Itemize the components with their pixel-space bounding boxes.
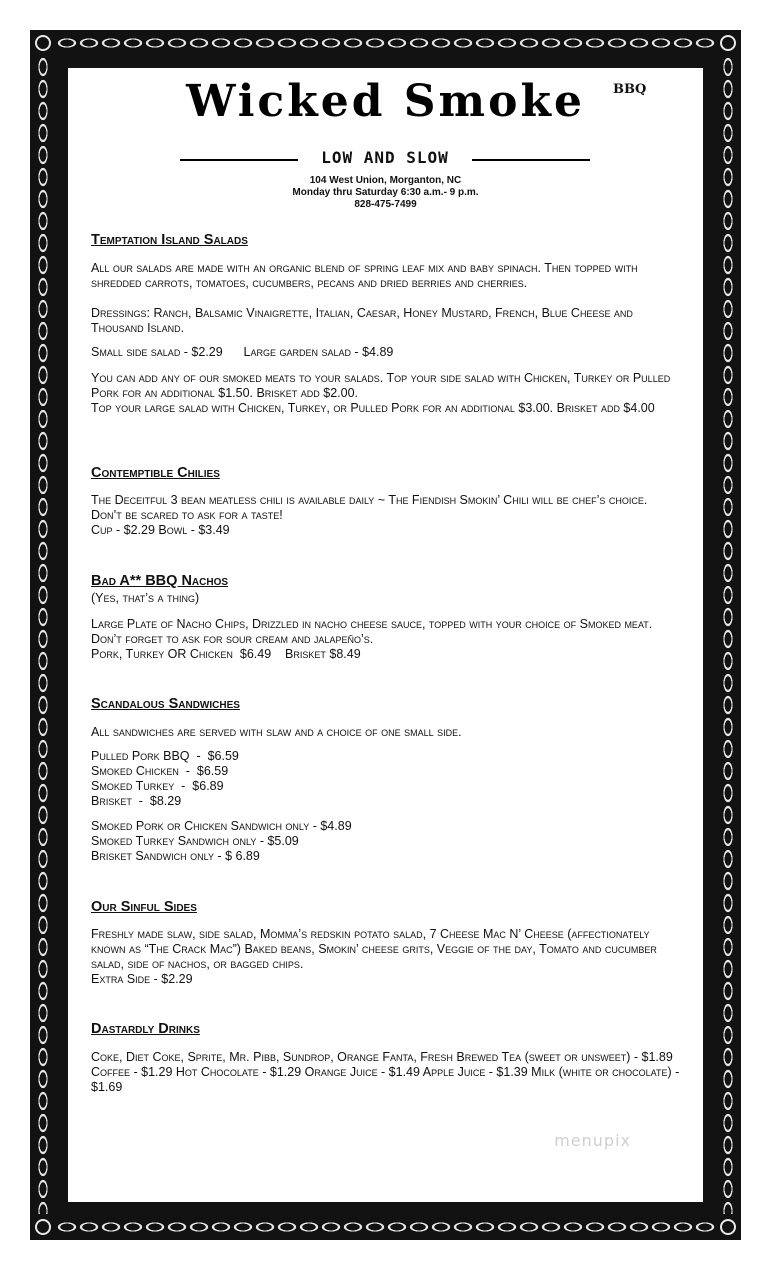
tagline: LOW AND SLOW	[321, 148, 449, 167]
menu-item: Smoked Turkey Sandwich only - $5.09	[91, 834, 299, 848]
menu-item: Smoked Pork or Chicken Sandwich only - $4.89	[91, 819, 352, 833]
chilies-prices: Cup - $2.29 Bowl - $3.49	[91, 523, 230, 537]
corner-ornament-icon	[30, 30, 56, 56]
menu-item: Brisket Sandwich only - $ 6.89	[91, 849, 260, 863]
salads-dressings: Dressings: Ranch, Balsamic Vinaigrette, Italian, Caesar, Honey Mustard, French, Blue Cheese and Thousand Island.	[91, 306, 633, 335]
drinks-text: Coke, Diet Coke, Sprite, Mr. Pibb, Sundrop, Orange Fanta, Fresh Brewed Tea (sweet or unsweet) - $1.89 Coffee - $1.29 Hot Chocolate - $1.29 Orange Juice - $1.49 Apple Juice - $1.39 Milk (white or chocolate) - $1.69	[91, 1050, 680, 1094]
chilies-text: The Deceitful 3 bean meatless chili is available daily ~ The Fiendish Smokin’ Chili will be chef’s choice. Don’t be scared to ask for a taste!	[91, 493, 648, 522]
section-title-nachos: Bad A** BBQ Nachos	[91, 573, 229, 589]
divider-line	[472, 159, 590, 161]
sandwiches-text: All sandwiches are served with slaw and a choice of one small side.	[91, 725, 462, 739]
chain-border-bottom	[56, 1214, 715, 1240]
phone: 828-475-7499	[354, 199, 417, 210]
tagline-row	[180, 148, 590, 170]
menu-item: Brisket - $8.29	[91, 794, 182, 808]
nachos-prices: Pork, Turkey OR Chicken $6.49 Brisket $8.49	[91, 647, 361, 661]
sides-extra: Extra Side - $2.29	[91, 972, 193, 986]
corner-ornament-icon	[30, 1214, 56, 1240]
watermark: menupix	[554, 1131, 631, 1150]
section-title-sandwiches: Scandalous Sandwiches	[91, 696, 240, 712]
menu-item: Smoked Chicken - $6.59	[91, 764, 229, 778]
nachos-text: Large Plate of Nacho Chips, Drizzled in nacho cheese sauce, topped with your choice of Smoked meat. Don’t forget to ask for sour cream and jalapeño’s.	[91, 617, 653, 646]
brand-header	[68, 76, 703, 127]
salads-intro: All our salads are made with an organic blend of spring leaf mix and baby spinach. Then topped with shredded carrots, tomatoes, cucumbers, pecans and dried berries and cherries.	[91, 261, 638, 290]
salads-addons: You can add any of our smoked meats to your salads. Top your side salad with Chicken, Turkey or Pulled Pork for an additional $1.50. Brisket add $2.00.	[91, 371, 671, 400]
corner-ornament-icon	[715, 30, 741, 56]
menu-page	[68, 68, 703, 1202]
menu-item: Pulled Pork BBQ - $6.59	[91, 749, 239, 763]
chain-border-right	[715, 56, 741, 1214]
salads-prices: Small side salad - $2.29 Large garden salad - $4.89	[91, 345, 394, 359]
nachos-subtitle: (Yes, that’s a thing)	[91, 591, 200, 605]
restaurant-name: Wicked Smoke	[186, 76, 585, 127]
corner-ornament-icon	[715, 1214, 741, 1240]
section-title-sides: Our Sinful Sides	[91, 899, 197, 915]
section-title-salads: Temptation Island Salads	[91, 232, 248, 248]
address: 104 West Union, Morganton, NC	[309, 175, 462, 186]
sides-text: Freshly made slaw, side salad, Momma’s redskin potato salad, 7 Cheese Mac N’ Cheese (affectionately known as “The Crack Mac”) Baked beans, Smokin’ cheese grits, Veggie of the day, Tomato and cucumber salad, side of nachos, or bagged chips.	[91, 927, 657, 971]
salads-addons-large: Top your large salad with Chicken, Turkey, or Pulled Pork for an additional $3.00. Brisket add $4.00	[91, 401, 655, 415]
chain-border-left	[30, 56, 56, 1214]
bbq-label: BBQ	[613, 82, 647, 97]
chain-border-top	[56, 30, 715, 56]
section-title-drinks: Dastardly Drinks	[91, 1021, 200, 1037]
section-title-chilies: Contemptible Chilies	[91, 465, 220, 481]
hours: Monday thru Saturday 6:30 a.m.- 9 p.m.	[292, 187, 479, 198]
bbq-vertical-label	[613, 82, 647, 97]
menu-item: Smoked Turkey - $6.89	[91, 779, 224, 793]
